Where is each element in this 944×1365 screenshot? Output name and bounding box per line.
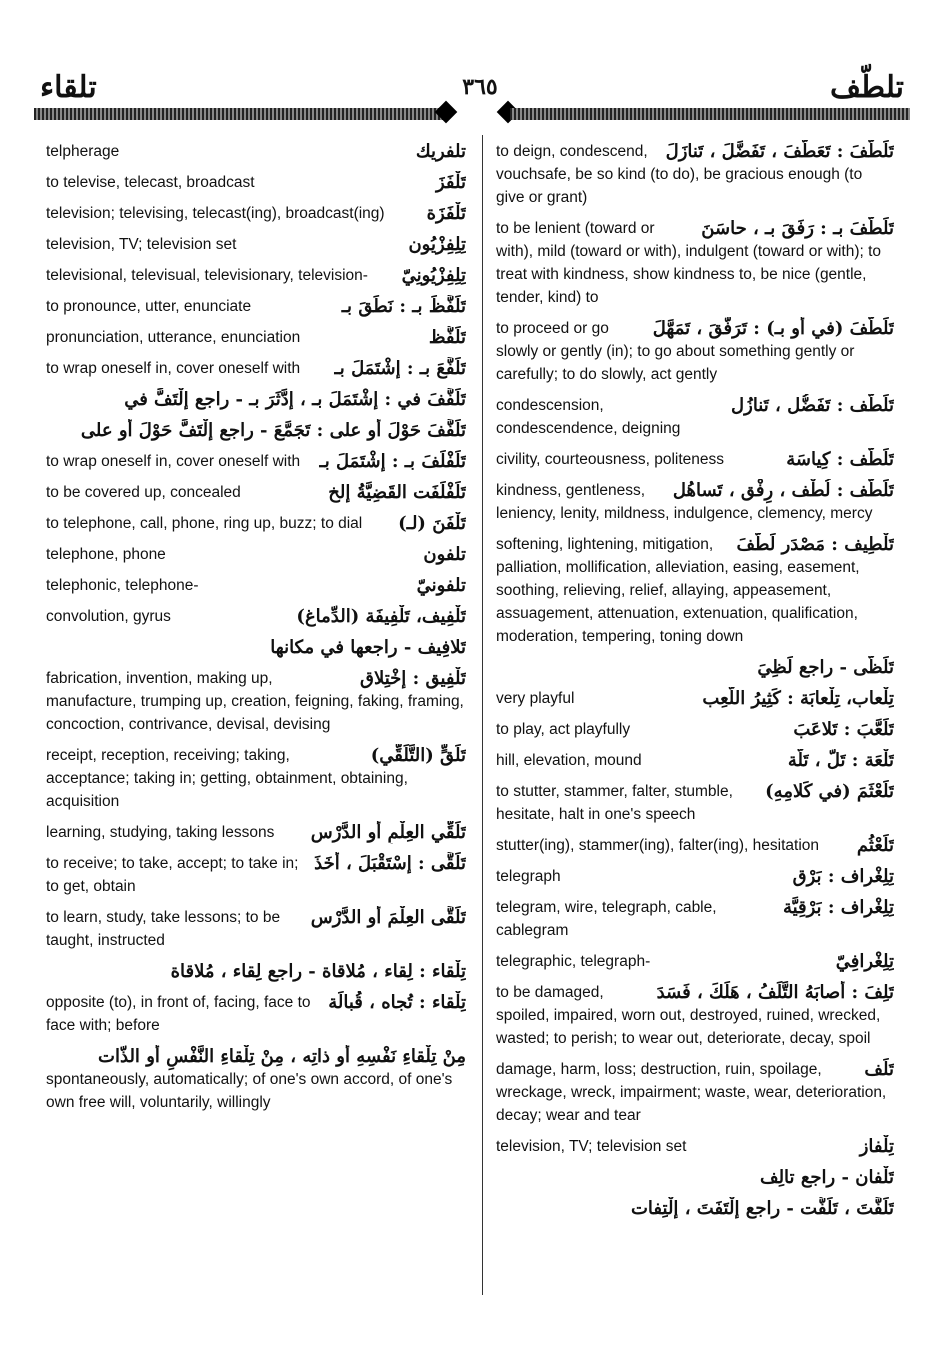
dictionary-entry xyxy=(496,865,894,888)
english-definition: stutter(ing), stammer(ing), falter(ing), hesitation xyxy=(496,837,820,854)
arabic-headword: تلفريك xyxy=(415,141,466,162)
english-definition: telegraph xyxy=(496,868,561,885)
arabic-headword: تَلَفْلَفَ بـ : إشْتَمَلَ بـ xyxy=(319,451,466,472)
dictionary-entry xyxy=(46,906,466,952)
dictionary-entry: تَلَفَّتَ ، تَلَفُّت - راجع إلْتَفَتَ ، إلْتِفات xyxy=(630,1198,894,1219)
dictionary-entry xyxy=(46,481,466,504)
english-definition: civility, courteousness, politeness xyxy=(496,451,725,468)
english-definition: very playful xyxy=(496,690,575,707)
dictionary-entry xyxy=(496,533,894,648)
dictionary-entry xyxy=(496,749,894,772)
arabic-headword: تَلَقَّى العِلْمَ أو الدَّرْس xyxy=(310,907,466,928)
english-definition: televisional, televisual, televisionary, television- xyxy=(46,267,368,284)
arabic-headword: تَلَقٍّ (التَّلَقِّي) xyxy=(370,745,466,766)
arabic-headword: تَلْعَة : تَلّ ، تَلَّة xyxy=(787,750,894,771)
page-number: ٣٦٥ xyxy=(462,74,498,100)
arabic-headword: تِلِفِزْيُونِيّ xyxy=(401,265,466,286)
english-definition: telegram, wire, telegraph, cable, cablegram xyxy=(496,899,717,939)
english-definition: telegraphic, telegraph- xyxy=(496,953,651,970)
english-definition: to play, act playfully xyxy=(496,721,631,738)
left-column xyxy=(46,140,466,1122)
dictionary-entry xyxy=(496,950,894,973)
english-definition: television, TV; television set xyxy=(46,236,237,253)
arabic-headword: تَلِفَ : أَصابَهُ التَّلَفُ ، هَلَكَ ، فَسَدَ xyxy=(656,982,894,1003)
dictionary-entry xyxy=(46,991,466,1037)
arabic-headword: تَلْفِيق : إخْتِلاق xyxy=(360,668,466,689)
english-definition: to telephone, call, phone, ring up, buzz; to dial xyxy=(46,515,363,532)
english-definition: to be lenient (toward or with), mild (toward or with), indulgent (toward or with); to treat with kindness, show kindness to, be nice (gentle, tender, kind) to xyxy=(496,220,882,306)
dictionary-entry xyxy=(496,479,894,525)
arabic-headword: تِلْعاب، تِلْعابَة : كَثِيرُ اللَّعِب xyxy=(702,688,894,709)
english-definition: softening, lightening, mitigation, palliation, mollification, alleviation, easing, easement, soothing, relieving, relief, allaying, appeasement, assuagement, attenuation, extenuation, qualification, moderation, tempering, toning down xyxy=(496,536,860,645)
dictionary-entry xyxy=(46,233,466,256)
dictionary-entry: تَلَفَّفَ حَوْلَ أو على : تَجَمَّعَ - راجع إلْتَفَّ حَوْلَ أو على xyxy=(80,420,466,441)
english-definition: opposite (to), in front of, facing, face to face with; before xyxy=(46,994,311,1034)
dictionary-entry: تَلَظَّى - راجع لَظِيَ xyxy=(757,657,894,678)
arabic-headword: تَلَقِّي العِلْمِ أو الدَّرْس xyxy=(310,822,466,843)
dictionary-entry xyxy=(496,834,894,857)
dictionary-entry: تَلافِيف - راجعها في مكانها xyxy=(270,637,466,658)
arabic-headword: تِلِغْراف : بَرْق xyxy=(792,866,894,887)
dictionary-entry xyxy=(46,821,466,844)
dictionary-entry xyxy=(46,512,466,535)
dictionary-entry xyxy=(46,1045,466,1114)
arabic-headword: تَلَفُّظ xyxy=(428,327,466,348)
english-definition: damage, harm, loss; destruction, ruin, spoilage, wreckage, wreck, impairment; waste, wear, deterioration, decay; wear and tear xyxy=(496,1061,887,1124)
dictionary-entry xyxy=(496,718,894,741)
arabic-headword: تَلَعْثُم xyxy=(856,835,894,856)
english-definition: spontaneously, automatically; of one's own accord, of one's own free will, voluntarily, willingly xyxy=(46,1071,453,1111)
english-definition: to pronounce, utter, enunciate xyxy=(46,298,252,315)
arabic-headword: تَلَطَّفَ بـ : رَفَقَ بـ ، حاسَنَ xyxy=(701,218,894,239)
arabic-headword: تِلْقاء : تُجاه ، قُبالَة xyxy=(328,992,466,1013)
arabic-headword: تَلْفَزَ xyxy=(435,172,466,193)
arabic-headword: تَلَطُّف : تَفَضُّل ، تَنازُل xyxy=(731,395,894,416)
arabic-headword: تَلَف xyxy=(864,1059,894,1080)
arabic-headword: تَلَعْثَمَ (في كَلامِهِ) xyxy=(765,781,894,802)
dictionary-entry xyxy=(46,171,466,194)
arabic-headword: تَلْفَزَة xyxy=(426,203,466,224)
dictionary-entry xyxy=(496,780,894,826)
english-definition: to deign, condescend, vouchsafe, be so kind (to do), be gracious enough (to give or grant) xyxy=(496,143,863,206)
dictionary-entry xyxy=(496,317,894,386)
english-definition: to receive; to take, accept; to take in; to get, obtain xyxy=(46,855,299,895)
english-definition: fabrication, invention, making up, manufacture, trumping up, creation, feigning, faking, framing, concoction, contrivance, devisal, devising xyxy=(46,670,464,733)
dictionary-entry: تَلْفان - راجع تالِف xyxy=(759,1167,894,1188)
dictionary-entry xyxy=(46,264,466,287)
header-rule-right xyxy=(510,108,910,120)
english-definition: to learn, study, take lessons; to be taught, instructed xyxy=(46,909,281,949)
arabic-headword: تَلْفَنَ (لـ) xyxy=(398,513,466,534)
english-definition: television, TV; television set xyxy=(496,1138,687,1155)
arabic-headword: تَلَطُّف : كِياسَة xyxy=(786,449,894,470)
dictionary-entry xyxy=(46,357,466,380)
dictionary-entry xyxy=(496,1135,894,1158)
arabic-headword: تلفونيّ xyxy=(416,575,466,596)
header-right-word: تلطّف xyxy=(830,70,904,105)
arabic-headword: تَلَفَّظَ بـ : نَطَقَ بـ xyxy=(341,296,466,317)
dictionary-entry xyxy=(496,448,894,471)
dictionary-entry xyxy=(496,394,894,440)
arabic-headword: مِنْ تِلْقاءِ نَفْسِهِ أو ذاتِه ، مِنْ تِلْقاءِ النَّفْسِ أو الذّات xyxy=(98,1046,466,1067)
english-definition: telpherage xyxy=(46,143,120,160)
arabic-headword: تِلِفِزْيُون xyxy=(408,234,466,255)
dictionary-entry xyxy=(46,326,466,349)
dictionary-entry xyxy=(46,202,466,225)
english-definition: telephone, phone xyxy=(46,546,166,563)
dictionary-entry xyxy=(46,450,466,473)
dictionary-entry xyxy=(496,1058,894,1127)
english-definition: television; televising, telecast(ing), broadcast(ing) xyxy=(46,205,385,222)
dictionary-entry xyxy=(46,543,466,566)
arabic-headword: تَلْفِيف، تَلْفِيفَة (الدِّماغ) xyxy=(296,606,466,627)
english-definition: hill, elevation, mound xyxy=(496,752,642,769)
arabic-headword: تَلَقَّى : إسْتَقْبَلَ ، أَخَذَ xyxy=(314,853,466,874)
dictionary-entry: تَلَفَّفَ في : إشْتَمَلَ بـ ، إدَّثَرَ بـ - راجع إلْتَفَّ في xyxy=(124,389,466,410)
english-definition: telephonic, telephone- xyxy=(46,577,199,594)
arabic-headword: تلفون xyxy=(423,544,466,565)
english-definition: to be covered up, concealed xyxy=(46,484,241,501)
arabic-headword: تَلَفْلَفَت القَضِيَّةُ إلخ xyxy=(328,482,466,503)
dictionary-entry xyxy=(46,295,466,318)
dictionary-entry xyxy=(496,981,894,1050)
english-definition: receipt, reception, receiving; taking, acceptance; taking in; getting, obtainment, obtaining, acquisition xyxy=(46,747,408,810)
arabic-headword: تَلَطَّفَ : تَعَطَّفَ ، تَفَضَّلَ ، تَنازَلَ xyxy=(665,141,894,162)
arabic-headword: تَلْطِيف : مَصْدَر لَطَّفَ xyxy=(736,534,894,555)
dictionary-entry xyxy=(46,852,466,898)
column-divider xyxy=(482,135,483,1295)
dictionary-entry xyxy=(46,574,466,597)
english-definition: kindness, gentleness, leniency, lenity, mildness, indulgence, clemency, mercy xyxy=(496,482,873,522)
dictionary-entry xyxy=(46,744,466,813)
dictionary-entry xyxy=(496,687,894,710)
dictionary-entry xyxy=(496,896,894,942)
english-definition: pronunciation, utterance, enunciation xyxy=(46,329,301,346)
english-definition: to proceed or go slowly or gently (in); to go about something gently or carefully; to do slowly, act gently xyxy=(496,320,855,383)
dictionary-entry xyxy=(46,605,466,628)
english-definition: to wrap oneself in, cover oneself with xyxy=(46,360,301,377)
english-definition: to stutter, stammer, falter, stumble, hesitate, halt in one's speech xyxy=(496,783,733,823)
english-definition: learning, studying, taking lessons xyxy=(46,824,275,841)
arabic-headword: تَلَطَّفَ (في أو بـ) : تَرَفَّقَ ، تَمَهَّلَ xyxy=(652,318,894,339)
arabic-headword: تِلْفاز xyxy=(859,1136,894,1157)
arabic-headword: تَلَفَّعَ بـ : إشْتَمَلَ بـ xyxy=(334,358,466,379)
english-definition: to televise, telecast, broadcast xyxy=(46,174,255,191)
header-left-word: تلقاء xyxy=(40,70,97,105)
right-column xyxy=(496,140,894,1228)
dictionary-entry xyxy=(496,217,894,309)
english-definition: convolution, gyrus xyxy=(46,608,171,625)
dictionary-entry xyxy=(46,667,466,736)
arabic-headword: تَلَطُّف : لُطْف ، رِفْق ، تَساهُل xyxy=(672,480,894,501)
header-rule-left xyxy=(34,108,444,120)
dictionary-entry xyxy=(496,140,894,209)
arabic-headword: تِلِغْراف : بَرْقِيَّة xyxy=(782,897,894,918)
english-definition: to be damaged, spoiled, impaired, worn out, destroyed, ruined, wrecked, wasted; to perish; to wear out, deteriorate, decay, spoil xyxy=(496,984,881,1047)
english-definition: condescension, condescendence, deigning xyxy=(496,397,681,437)
arabic-headword: تِلِغْرافِيّ xyxy=(835,951,894,972)
dictionary-entry xyxy=(46,140,466,163)
dictionary-entry: تِلْقاء : لِقاء ، مُلاقاة - راجع لِقاء ، مُلاقاة xyxy=(170,961,466,982)
arabic-headword: تَلَعَّبَ : تَلاعَبَ xyxy=(793,719,894,740)
english-definition: to wrap oneself in, cover oneself with xyxy=(46,453,301,470)
